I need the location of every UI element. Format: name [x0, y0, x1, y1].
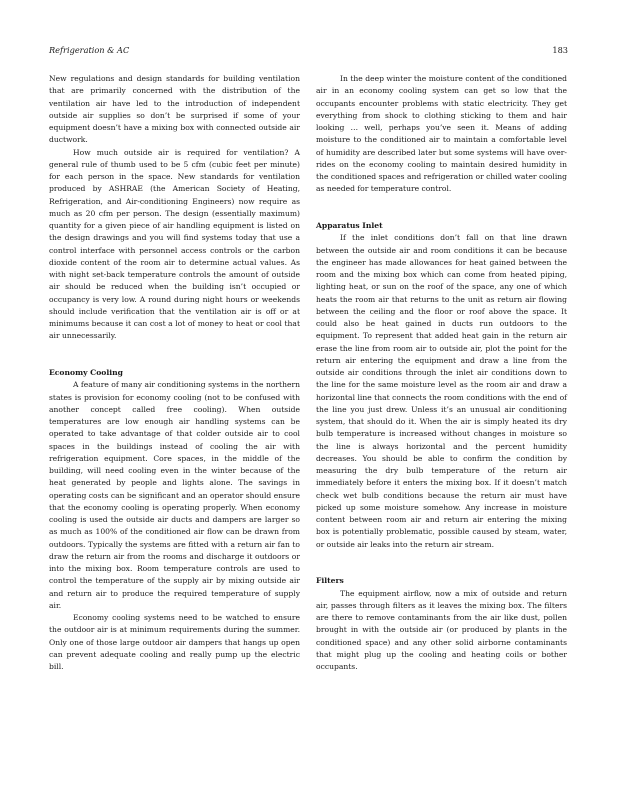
section-heading-apparatus-inlet: Apparatus Inlet — [316, 221, 383, 230]
page-number: 183 — [552, 45, 568, 55]
paragraph: How much outside air is required for ventilation? A general rule of thumb used to be 5 cfm (cubic feet per minute) for each person in the space. New standards for ventilation produced by ASHRAE (the American Society of Heating, Refrigeration, and Air-conditioning Engineers) now require as much as 20 cfm per person. The design (essentially maximum) quantity for a given piece of air handling equipment is listed on the design drawings and you will find systems today that use a control interface with personnel access controls or the carbon dioxide content of the room air to determine actual values. As with night set-back temperature controls the amount of outside air should be reduced when the building isn’t occupied or occupancy is very low. A round during night hours or weekends should include verification that the ventilation air is off or at minimums because it can cost a lot of money to heat or cool that air unnecessarily. — [49, 147, 300, 341]
section-heading-filters: Filters — [316, 576, 344, 586]
section-heading-economy-cooling: Economy Cooling — [49, 368, 123, 377]
paragraph: In the deep winter the moisture content of the conditioned air in an economy cooling system can get so low that the occupants encounter problems with static electricity. They get everything from shock to clothing sticking to them and hair looking … well, perhaps you’ve seen it. Means of adding moisture to the conditioned air to maintain a comfortable level of humidity are described later but some systems will have over-rides on the economy cooling to maintain desired humidity in the conditioned spaces and refrigeration or chilled water cooling as needed for temperature control. — [316, 74, 567, 194]
paragraph: Economy cooling systems need to be watched to ensure the outdoor air is at minimum requirements during the summer. Only one of those large outdoor air dampers that hangs up open can prevent adequate cooling and really pump up the electric bill. — [49, 613, 300, 671]
running-title: Refrigeration & AC — [49, 45, 130, 55]
paragraph: New regulations and design standards for building ventilation that are primarily concerned with the distribution of the ventilation air have led to the introduction of independent outside air supplies so don’t be surprised if some of your equipment doesn’t have a mixing box with connected outside air ductwork. — [49, 74, 300, 145]
right-column — [316, 73, 567, 673]
paragraph: If the inlet conditions don’t fall on that line drawn between the outside air and room conditions it can be because the engineer has made allowances for heat gained between the room and the mixing box which can come from heated piping, lighting heat, or sun on the roof of the space, any one of which heats the room air that returns to the unit as return air flowing between the ceiling and the floor or roof above the space. It could also be heat gained in ducts run outdoors to the equipment. To represent that added heat gain in the return air erase the line from room air to outside air, plot the point for the return air entering the equipment and draw a line from the outside air conditions through the inlet air conditions down to the line for the same moisture level as the room air and draw a horizontal line that connects the room conditions with the end of the line you just drew. Unless it’s an unusual air conditioning system, that should do it. When the air is simply heated its dry bulb temperature is increased without changes in moisture so the line is always horizontal and the percent humidity decreases. You should be able to confirm the condition by measuring the dry bulb temperature of the return air immediately before it enters the mixing box. If it doesn’t match check wet bulb conditions because the return air must have picked up some moisture somehow. Any increase in moisture content between room air and return air entering the mixing box is potentially problematic, possible caused by steam, water, or outside air leaks into the return air stream. — [316, 233, 567, 549]
paragraph: A feature of many air conditioning systems in the northern states is provision for economy cooling (not to be confused with another concept called free cooling). When outside temperatures are low enough air handling systems can be operated to take advantage of that colder outside air to cool spaces in the buildings instead of cooling the air with refrigeration equipment. Core spaces, in the middle of the building, will need cooling even in the winter because of the heat generated by people and lights alone. The savings in operating costs can be significant and an operator should ensure that the economy cooling is operating properly. When economy cooling is used the outside air ducts and dampers are larger so as much as 100% of the conditioned air flow can be drawn from outdoors. Typically the systems are fitted with a return air fan to draw the return air from the rooms and discharge it outdoors or into the mixing box. Room temperature controls are used to control the temperature of the supply air by mixing outside air and return air to produce the required temperature of supply air. — [49, 380, 300, 610]
paragraph: The equipment airflow, now a mix of outside and return air, passes through filters as it leaves the mixing box. The filters are there to remove contaminants from the air like dust, pollen brought in with the outside air (or produced by plants in the conditioned space) and any other solid airborne contaminants that might plug up the cooling and heating coils or bother occupants. — [316, 588, 567, 671]
running-header — [49, 45, 568, 59]
left-column — [49, 73, 300, 673]
